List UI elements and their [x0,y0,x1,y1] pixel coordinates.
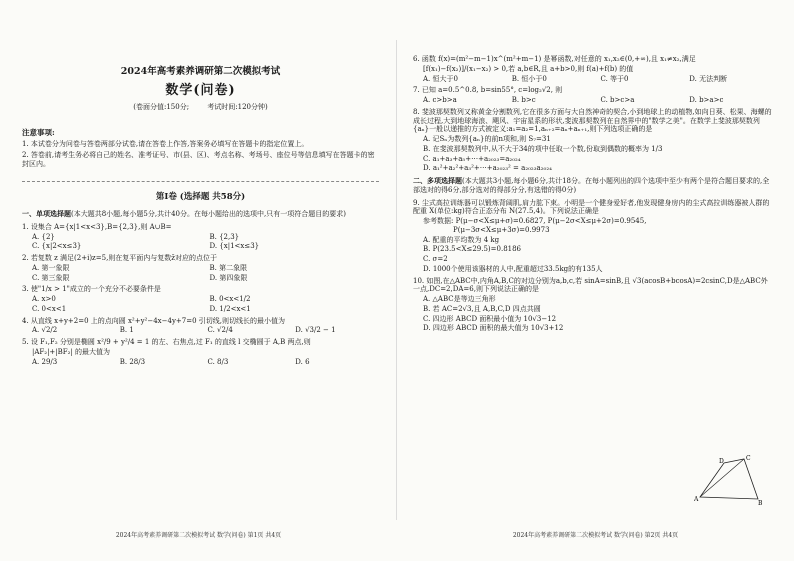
section-1-desc: (本大题共8小题,每小题5分,共计40分。在每小题给出的选项中,只有一项符合题目的要求) [71,210,346,219]
volume-title: 第Ⅰ卷 (选择题 共58分) [155,191,246,202]
section-2-heading [413,177,774,195]
option: B. b>c [511,96,536,104]
option: C. 第三象限 [32,273,70,282]
option: B. 0<x<1/2 [209,295,251,304]
section-2-desc: (本大题共3小题,每小题6分,共计18分。在每小题列出的四个选项中至少有两个是符合题目要求的,全部选对的得6分,部分选对的得部分分,有选错的得0分) [413,177,770,194]
option: C. a₁+a₃+a₅+⋯+a₂₀₂₃=a₂₀₂₄ [423,154,521,163]
option: D. b>a>c [689,96,724,104]
score-info: (卷面分值:150分; [133,103,190,112]
question-1-options [32,233,379,252]
option: A. {2} [32,232,55,241]
question-2-options [32,264,379,283]
page-1-footer: 2024年高考素养调研第二次模拟考试 数学(问卷) 第1页 共4页 [115,531,282,539]
question-9-reference-2: P(μ−3σ<X≤μ+3σ)=0.9973 [453,225,550,234]
dashed-rule [22,181,379,182]
time-info: 考试时间:120分钟) [207,103,268,112]
option: C. {x|2<x≤3} [32,242,82,251]
figure-outline [700,459,758,499]
question-4: 4. 从直线 x+y+2=0 上的点向圆 x²+y²−4x−4y+7=0 引切线,则切线长的最小值为 [22,316,285,325]
question-8-options [423,135,774,173]
notice-list [22,140,379,168]
option: D. 第四象限 [209,273,248,282]
option: C. 8/3 [207,357,229,366]
vertex-label: D [719,458,724,465]
page-2 [397,0,794,561]
question-6-continued: [f(x₁)−f(x₂)]/(x₁−x₂) > 0,若 a,b∈R,且 a+b>0,则 f(a)+f(b) 的值 [423,64,634,73]
option: A. 第一象限 [32,263,70,272]
question-9-reference: 参考数据: P(μ−σ<X≤μ+σ)=0.6827, P(μ−2σ<X≤μ+2σ)=0.9545, [423,217,647,225]
option: B. 若 AC=2√3,且 A,B,C,D 四点共圆 [423,304,541,313]
option: D. 1000个使用该器材的人中,配重超过33.5kg的有135人 [423,264,603,273]
vertex-label: A [694,496,699,503]
vertex-label: C [746,455,751,462]
question-9: 9. 尘式高拉训练器可以锻炼背阔肌,肩力肱下束。小明是一个健身爱好者,他发现健身房内的尘式高拉训练器被人群的配重 X(单位:kg)符合正态分布 N(27.5,4)。下列说法正确是 [413,198,770,216]
section-1-title: 一、单项选择题 [22,209,71,219]
option: D. {x|1<x≤3} [209,242,260,251]
option: D. √3/2 − 1 [295,326,336,335]
option: B. 第二象限 [209,263,248,272]
option: B. {2,3} [209,232,240,241]
question-7: 7. 已知 a=0.5^0.8, b=sin55°, c=log₂√2, 则 [413,86,563,95]
option: C. σ=2 [423,255,448,263]
question-1: 1. 设集合 A={x|1<x<3},B={2,3},则 A∪B= [22,222,172,231]
option: D. a₁²+a₂²+a₃²+⋯+a₂₀₂₃² = a₂₀₂₃a₂₀₂₄ [423,164,552,173]
quadrilateral-figure [694,455,764,505]
notice-heading: 注意事项: [22,127,55,137]
option: A. √2/2 [32,326,58,335]
question-10-options [423,295,703,333]
question-6-options [423,75,774,84]
question-8: 8. 斐波那契数列又称黄金分割数列,它在很多方面与大自然神奇的契合,小到地球上的动植物,如向日葵、松果、海螺的成长过程,大到地球海浪、飓风、宇宙星系的形状,斐波那契数列在自然界中的"数学之美"。在数学上斐波那契数列{aₙ}一般以递推的方式被定义:a₁=a₂=1,aₙ₊₂=aₙ+aₙ₊₁,则下列选项正确的是 [413,107,772,134]
section-1-heading [22,210,379,219]
option: A. x>0 [32,295,56,304]
question-10: 10. 如图,在△ABC中,内角A,B,C的对边分别为a,b,c,若 sinA=sinB,且 √3(acosB+bcosA)=2csinC,D是△ABC外一点,DC=2,DA=6,则下列说法正确的是 [413,276,768,294]
option: A. 29/3 [32,357,58,366]
option: B. 1 [119,326,134,335]
option: C. 等于0 [600,74,629,83]
exam-subtitle: 数学(问卷) [165,82,236,98]
notice-item: 2. 答卷前,请考生务必将自己的姓名、准考证号、市(县、区)、考点名称、考场号、座位号等信息填写在答题卡的密封区内。 [22,151,375,168]
option: C. 四边形 ABCD 面积最小值为 10√3−12 [423,314,557,323]
option: C. b>c>a [600,96,635,104]
section-2-title: 二、多项选择题 [413,176,462,185]
question-3-options [32,295,379,314]
option: A. 配重的平均数为 4 kg [423,235,500,244]
option: C. 0<x<1 [32,304,67,313]
question-7-options [423,96,774,105]
option: B. 在斐波那契数列中,从不大于34的项中任取一个数,份取到偶数的概率为 1/3 [423,144,663,153]
question-6: 6. 函数 f(x)=(m²−m−1)x^(m²+m−1) 是幂函数,对任意的 x₁,x₂∈(0,+∞),且 x₁≠x₂,满足 [413,55,696,63]
option: D. 1/2<x<1 [209,304,251,313]
option: D. 6 [295,357,310,366]
option: A. 恒大于0 [423,74,458,83]
option: D. 无法判断 [689,74,728,83]
option: D. 四边形 ABCD 面积的最大值为 10√3+12 [423,324,564,333]
option: C. √2/4 [207,326,233,335]
option: A. 记Sₙ为数列{aₙ}的前n项和,则 S₇=31 [423,135,551,143]
question-5: 5. 设 F₁,F₂ 分别是椭圆 x²/9 + y²/4 = 1 的左、右焦点,过 F₁ 的直线 l 交椭圆于 A,B 两点,则 [22,338,311,347]
option: B. P(23.5<X≤29.5)=0.8186 [423,245,522,254]
option: A. c>b>a [423,96,457,104]
notice-item: 1. 本试卷分为问卷与答卷两部分试卷,请在答卷上作答,答案务必填写在答题卡的指定位置上。 [22,140,309,149]
question-4-options [32,326,379,335]
vertex-label: B [758,500,763,505]
question-9-options [423,236,774,274]
exam-meta [22,103,379,112]
option: A. △ABC是等边三角形 [423,295,496,303]
option: B. 恒小于0 [511,74,547,83]
option: B. 28/3 [119,357,146,366]
exam-title: 2024年高考素养调研第二次模拟考试 [120,66,281,77]
question-2: 2. 若复数 z 满足(2+i)z=5,则在复平面内与复数z̄对应的点位于 [22,254,217,263]
page-2-footer: 2024年高考素养调研第二次模拟考试 数学(问卷) 第2页 共4页 [512,531,679,539]
question-3: 3. 使"1/x > 1"成立的一个充分不必要条件是 [22,285,161,294]
question-5-options [32,358,379,367]
question-5-continued: |AF₂|+|BF₂| 的最大值为 [32,347,111,356]
